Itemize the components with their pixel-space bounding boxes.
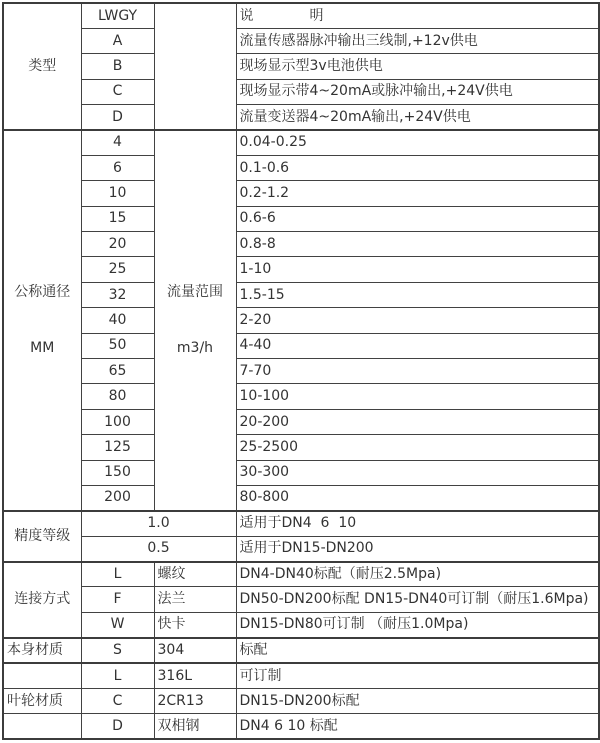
table-row xyxy=(3,54,599,79)
table-row xyxy=(3,663,599,688)
impeller-code-cell: D xyxy=(81,714,154,739)
table-row xyxy=(3,638,599,663)
connection-code-cell: L xyxy=(81,562,154,587)
dn-value-cell: 25 xyxy=(81,257,154,282)
table-row xyxy=(3,714,599,739)
table-row xyxy=(3,232,599,257)
table-row xyxy=(3,689,599,714)
connection-code-cell: W xyxy=(81,612,154,637)
dn-value-cell: 50 xyxy=(81,333,154,358)
flow-range-value-cell: 25-2500 xyxy=(236,435,599,460)
flow-range-value-cell: 20-200 xyxy=(236,409,599,434)
table-row xyxy=(3,257,599,282)
impeller-desc-cell: 可订制 xyxy=(236,663,599,688)
table-row xyxy=(3,562,599,587)
spec-table xyxy=(2,2,600,740)
impeller-empty-cell xyxy=(3,663,81,688)
table-row xyxy=(3,485,599,510)
table-row xyxy=(3,282,599,307)
flow-range-label-line2: m3/h xyxy=(176,340,214,357)
table-row xyxy=(3,511,599,536)
table-row xyxy=(3,130,599,155)
table-row xyxy=(3,206,599,231)
table-row xyxy=(3,460,599,485)
table-row xyxy=(3,536,599,561)
flow-range-value-cell: 10-100 xyxy=(236,384,599,409)
table-row xyxy=(3,308,599,333)
table-row xyxy=(3,358,599,383)
dn-value-cell: 80 xyxy=(81,384,154,409)
type-code-cell: C xyxy=(81,79,154,104)
flow-range-value-cell: 0.8-8 xyxy=(236,232,599,257)
accuracy-desc-cell: 适用于DN4 6 10 xyxy=(236,511,599,536)
flow-range-value-cell: 2-20 xyxy=(236,308,599,333)
table-row xyxy=(3,3,599,28)
connection-desc-cell: DN50-DN200标配 DN15-DN40可订制（耐压1.6Mpa) xyxy=(236,587,599,612)
type-code-cell: B xyxy=(81,54,154,79)
type-code-cell: D xyxy=(81,105,154,130)
dn-value-cell: 15 xyxy=(81,206,154,231)
body-material-code-cell: S xyxy=(81,638,154,663)
table-row xyxy=(3,333,599,358)
body-material-desc-cell: 标配 xyxy=(236,638,599,663)
table-row xyxy=(3,105,599,130)
type-desc-cell: 流量变送器4~20mA输出,+24V供电 xyxy=(236,105,599,130)
type-empty-cell xyxy=(154,3,236,130)
dn-value-cell: 6 xyxy=(81,155,154,180)
dn-value-cell: 65 xyxy=(81,358,154,383)
impeller-empty-cell xyxy=(3,714,81,739)
impeller-desc-cell: DN15-DN200标配 xyxy=(236,689,599,714)
connection-code-cell: F xyxy=(81,587,154,612)
flow-range-label-cell xyxy=(154,130,236,511)
flow-range-value-cell: 0.2-1.2 xyxy=(236,181,599,206)
desc-header-cell: 说 明 xyxy=(236,3,599,28)
dn-value-cell: 32 xyxy=(81,282,154,307)
type-desc-cell: 现场显示带4~20mA或脉冲输出,+24V供电 xyxy=(236,79,599,104)
table-row xyxy=(3,155,599,180)
table-row xyxy=(3,612,599,637)
connection-name-cell: 法兰 xyxy=(154,587,236,612)
table-row xyxy=(3,384,599,409)
dn-label-line2: MM xyxy=(30,340,55,357)
table-row xyxy=(3,435,599,460)
impeller-code-cell: L xyxy=(81,663,154,688)
model-code-cell: LWGY xyxy=(81,3,154,28)
dn-value-cell: 125 xyxy=(81,435,154,460)
type-label-cell: 类型 xyxy=(3,3,81,130)
impeller-name-cell: 2CR13 xyxy=(154,689,236,714)
flow-range-value-cell: 0.6-6 xyxy=(236,206,599,231)
accuracy-desc-cell: 适用于DN15-DN200 xyxy=(236,536,599,561)
connection-desc-cell: DN15-DN80可订制 （耐压1.0Mpa) xyxy=(236,612,599,637)
dn-value-cell: 200 xyxy=(81,485,154,510)
flow-range-value-cell: 0.04-0.25 xyxy=(236,130,599,155)
table-row xyxy=(3,79,599,104)
dn-value-cell: 150 xyxy=(81,460,154,485)
dn-value-cell: 10 xyxy=(81,181,154,206)
impeller-name-cell: 316L xyxy=(154,663,236,688)
dn-value-cell: 4 xyxy=(81,130,154,155)
type-desc-cell: 现场显示型3v电池供电 xyxy=(236,54,599,79)
accuracy-value-cell: 1.0 xyxy=(81,511,236,536)
impeller-material-label-cell: 叶轮材质 xyxy=(3,689,81,714)
impeller-name-cell: 双相钢 xyxy=(154,714,236,739)
connection-desc-cell: DN4-DN40标配（耐压2.5Mpa) xyxy=(236,562,599,587)
body-material-label-cell: 本身材质 xyxy=(3,638,81,663)
flow-range-value-cell: 30-300 xyxy=(236,460,599,485)
flow-range-value-cell: 1-10 xyxy=(236,257,599,282)
impeller-code-cell: C xyxy=(81,689,154,714)
flow-range-value-cell: 7-70 xyxy=(236,358,599,383)
flow-range-value-cell: 4-40 xyxy=(236,333,599,358)
connection-label-cell: 连接方式 xyxy=(3,562,81,638)
table-row xyxy=(3,587,599,612)
dn-label-cell xyxy=(3,130,81,511)
dn-value-cell: 20 xyxy=(81,232,154,257)
flow-range-value-cell: 1.5-15 xyxy=(236,282,599,307)
type-desc-cell: 流量传感器脉冲输出三线制,+12v供电 xyxy=(236,28,599,53)
table-row xyxy=(3,181,599,206)
flow-range-value-cell: 80-800 xyxy=(236,485,599,510)
dn-value-cell: 100 xyxy=(81,409,154,434)
flow-range-value-cell: 0.1-0.6 xyxy=(236,155,599,180)
impeller-desc-cell: DN4 6 10 标配 xyxy=(236,714,599,739)
dn-value-cell: 40 xyxy=(81,308,154,333)
table-row xyxy=(3,28,599,53)
dn-label-line1: 公称通径 xyxy=(14,283,71,300)
flow-range-label-line1: 流量范围 xyxy=(167,283,223,300)
connection-name-cell: 螺纹 xyxy=(154,562,236,587)
accuracy-label-cell: 精度等级 xyxy=(3,511,81,562)
body-material-name-cell: 304 xyxy=(154,638,236,663)
accuracy-value-cell: 0.5 xyxy=(81,536,236,561)
type-code-cell: A xyxy=(81,28,154,53)
table-row xyxy=(3,409,599,434)
connection-name-cell: 快卡 xyxy=(154,612,236,637)
